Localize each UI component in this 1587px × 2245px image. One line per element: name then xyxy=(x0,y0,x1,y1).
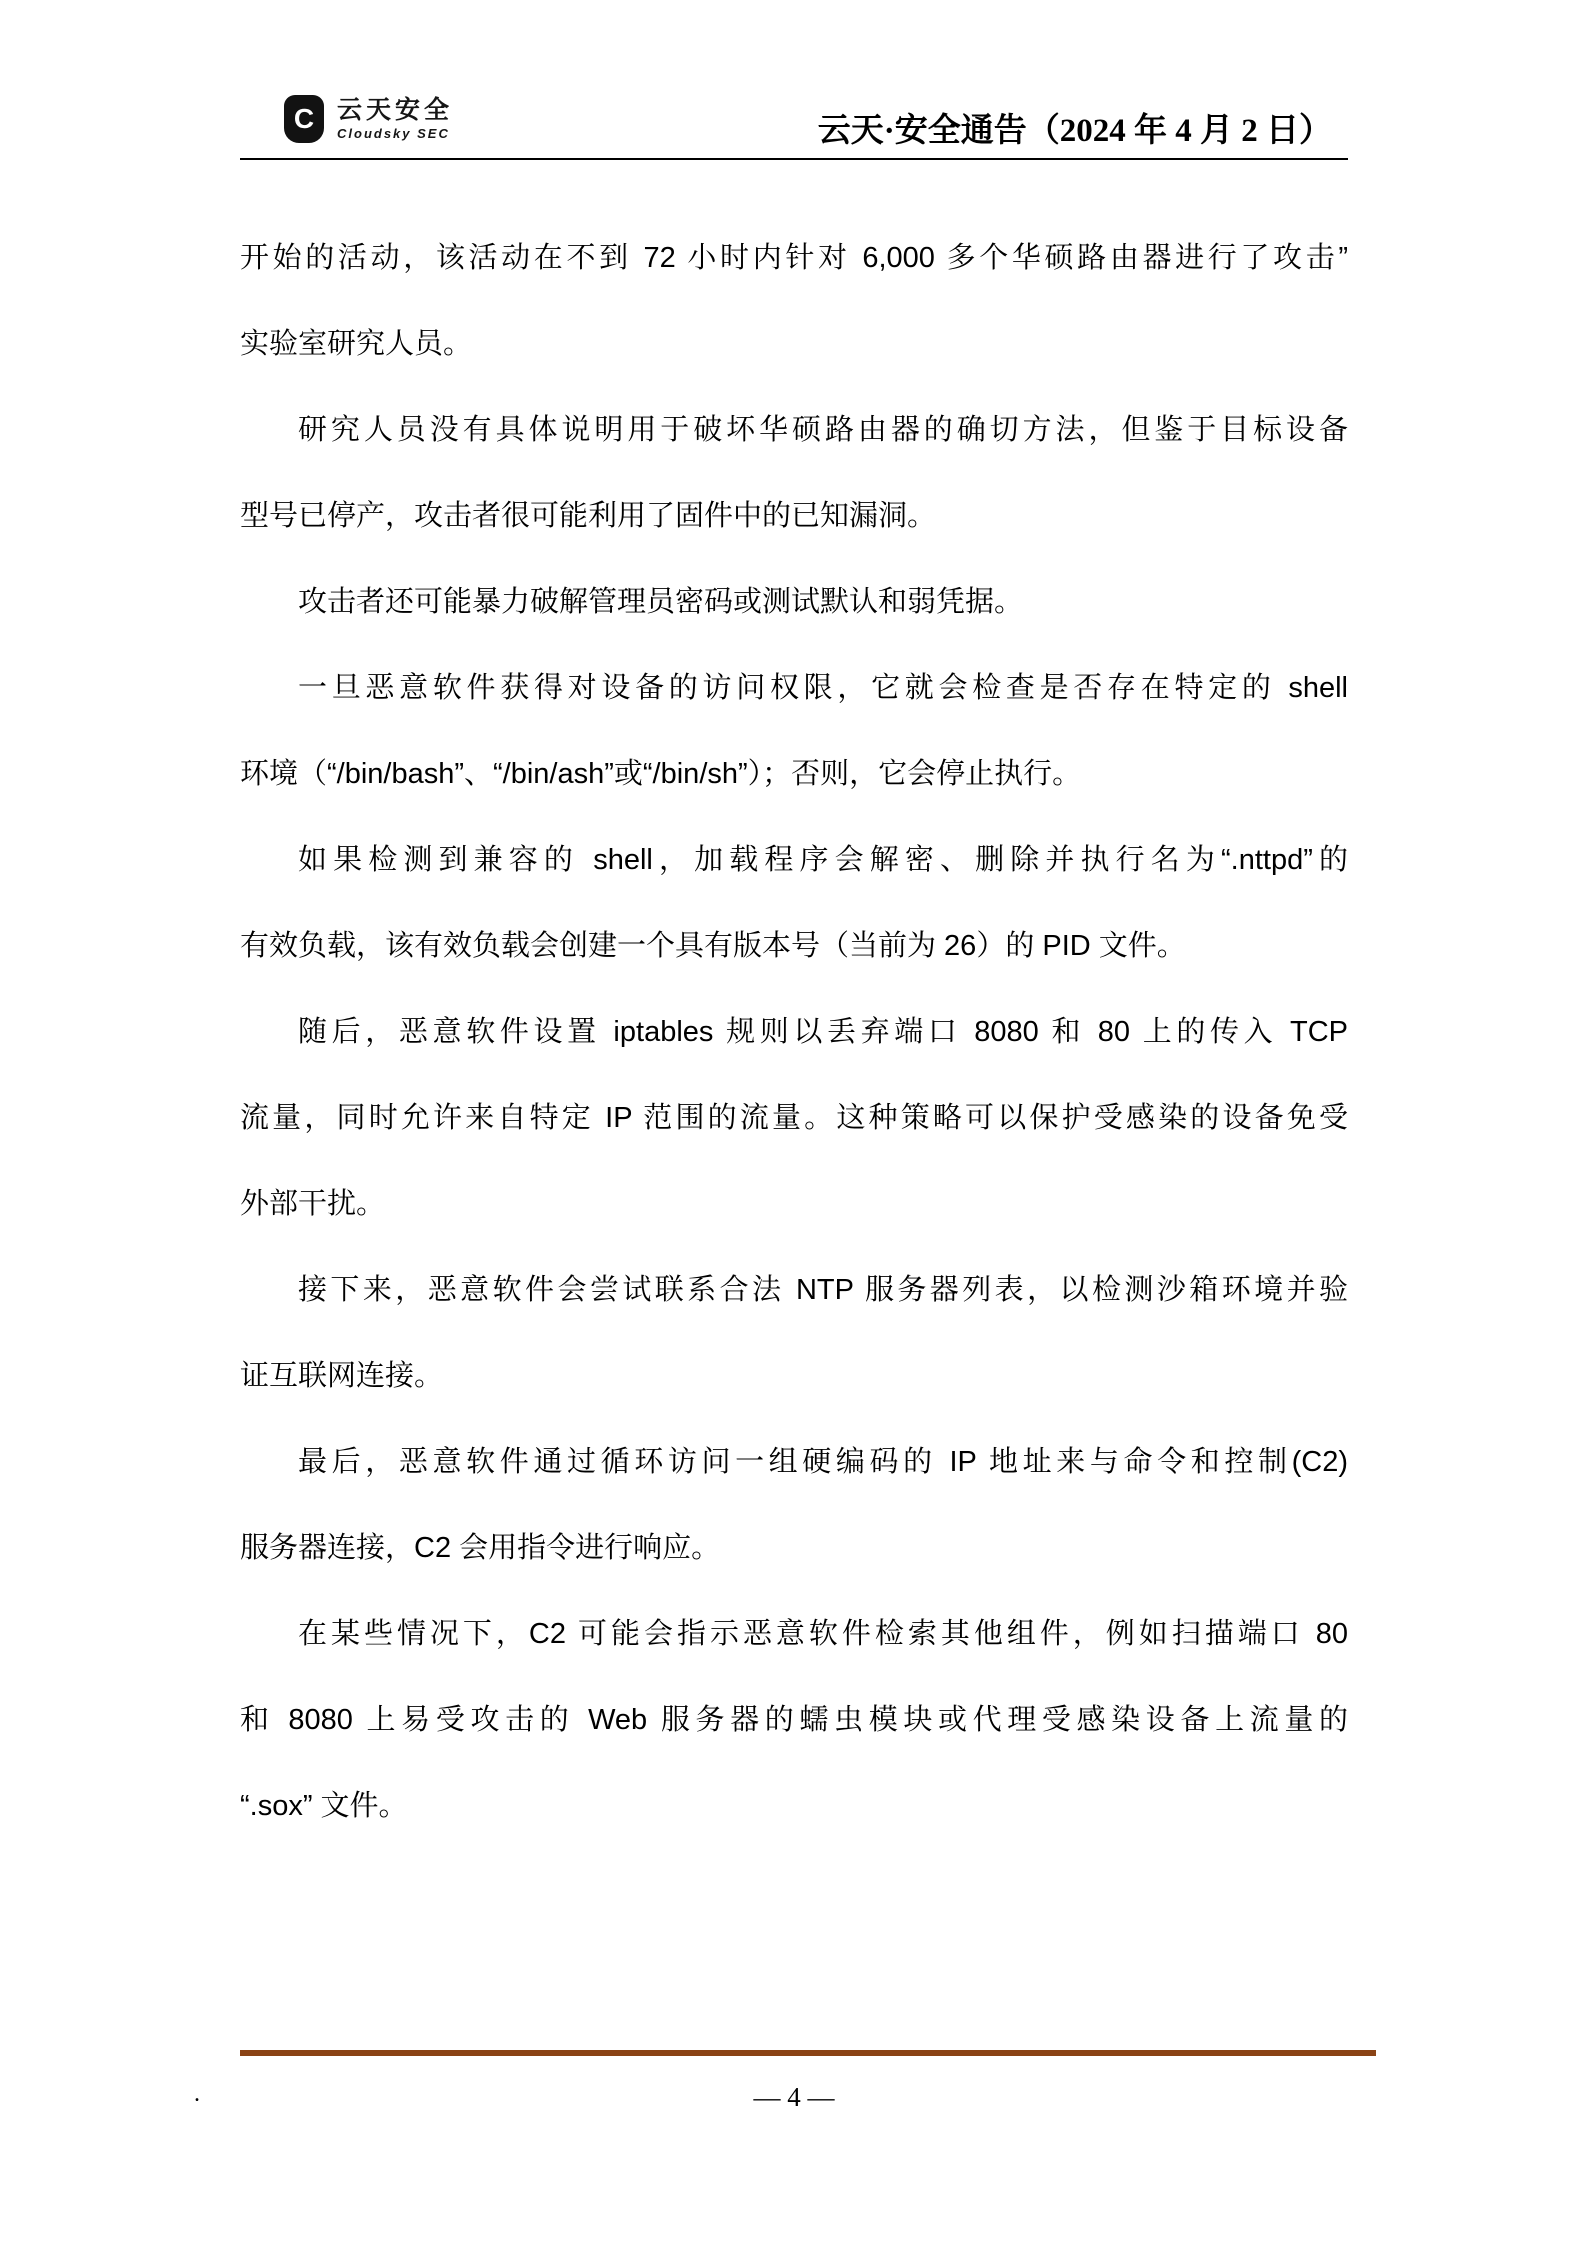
text-line: 研究人员没有具体说明用于破坏华硕路由器的确切方法，但鉴于目标设备 xyxy=(298,414,1348,446)
cloudsky-logo-icon xyxy=(284,95,324,143)
text-line: 外部干扰。 xyxy=(240,1188,386,1220)
header-title: 云天·安全通告（2024 年 4 月 2 日） xyxy=(817,113,1332,149)
text-line: 型号已停产，攻击者很可能利用了固件中的已知漏洞。 xyxy=(240,500,937,532)
text-line: 攻击者还可能暴力破解管理员密码或测试默认和弱凭据。 xyxy=(298,586,1024,618)
brand-name-cn: 云天安全 xyxy=(337,96,454,124)
text-line: 最后，恶意软件通过循环访问一组硬编码的 IP 地址来与命令和控制(C2) xyxy=(298,1446,1348,1478)
header-divider xyxy=(240,158,1348,160)
text-line: 一旦恶意软件获得对设备的访问权限，它就会检查是否存在特定的 shell xyxy=(298,672,1348,704)
text-line: 随后，恶意软件设置 iptables 规则以丢弃端口 8080 和 80 上的传入 TCP xyxy=(298,1016,1348,1048)
text-line: 有效负载，该有效负载会创建一个具有版本号（当前为 26）的 PID 文件。 xyxy=(240,930,1186,962)
brand-name-en: Cloudsky SEC xyxy=(337,126,450,141)
brand-logo xyxy=(284,95,453,143)
page-number: — 4 — xyxy=(753,2082,835,2112)
text-line: 接下来，恶意软件会尝试联系合法 NTP 服务器列表，以检测沙箱环境并验 xyxy=(298,1274,1348,1306)
text-line: 开始的活动，该活动在不到 72 小时内针对 6,000 多个华硕路由器进行了攻击” xyxy=(240,242,1348,274)
footer-dot: . xyxy=(194,2081,200,2107)
text-line: 实验室研究人员。 xyxy=(240,328,473,360)
text-line: 证互联网连接。 xyxy=(240,1360,444,1392)
text-line: 在某些情况下，C2 可能会指示恶意软件检索其他组件，例如扫描端口 80 xyxy=(298,1618,1348,1650)
brand-text xyxy=(337,95,453,141)
text-line: 和 8080 上易受攻击的 Web 服务器的蠕虫模块或代理受感染设备上流量的 xyxy=(240,1704,1348,1736)
text-line: 流量，同时允许来自特定 IP 范围的流量。这种策略可以保护受感染的设备免受 xyxy=(240,1102,1348,1134)
text-line: 服务器连接，C2 会用指令进行响应。 xyxy=(240,1532,721,1564)
logo-letter: C xyxy=(293,103,315,134)
text-line: “.sox” 文件。 xyxy=(240,1790,408,1822)
document-body xyxy=(240,215,1348,1849)
text-line: 环境（“/bin/bash”、“/bin/ash”或“/bin/sh”）；否则，它会停止执行。 xyxy=(240,758,1082,790)
text-line: 如果检测到兼容的 shell，加载程序会解密、删除并执行名为“.nttpd”的 xyxy=(298,844,1348,876)
footer-divider xyxy=(240,2050,1376,2056)
